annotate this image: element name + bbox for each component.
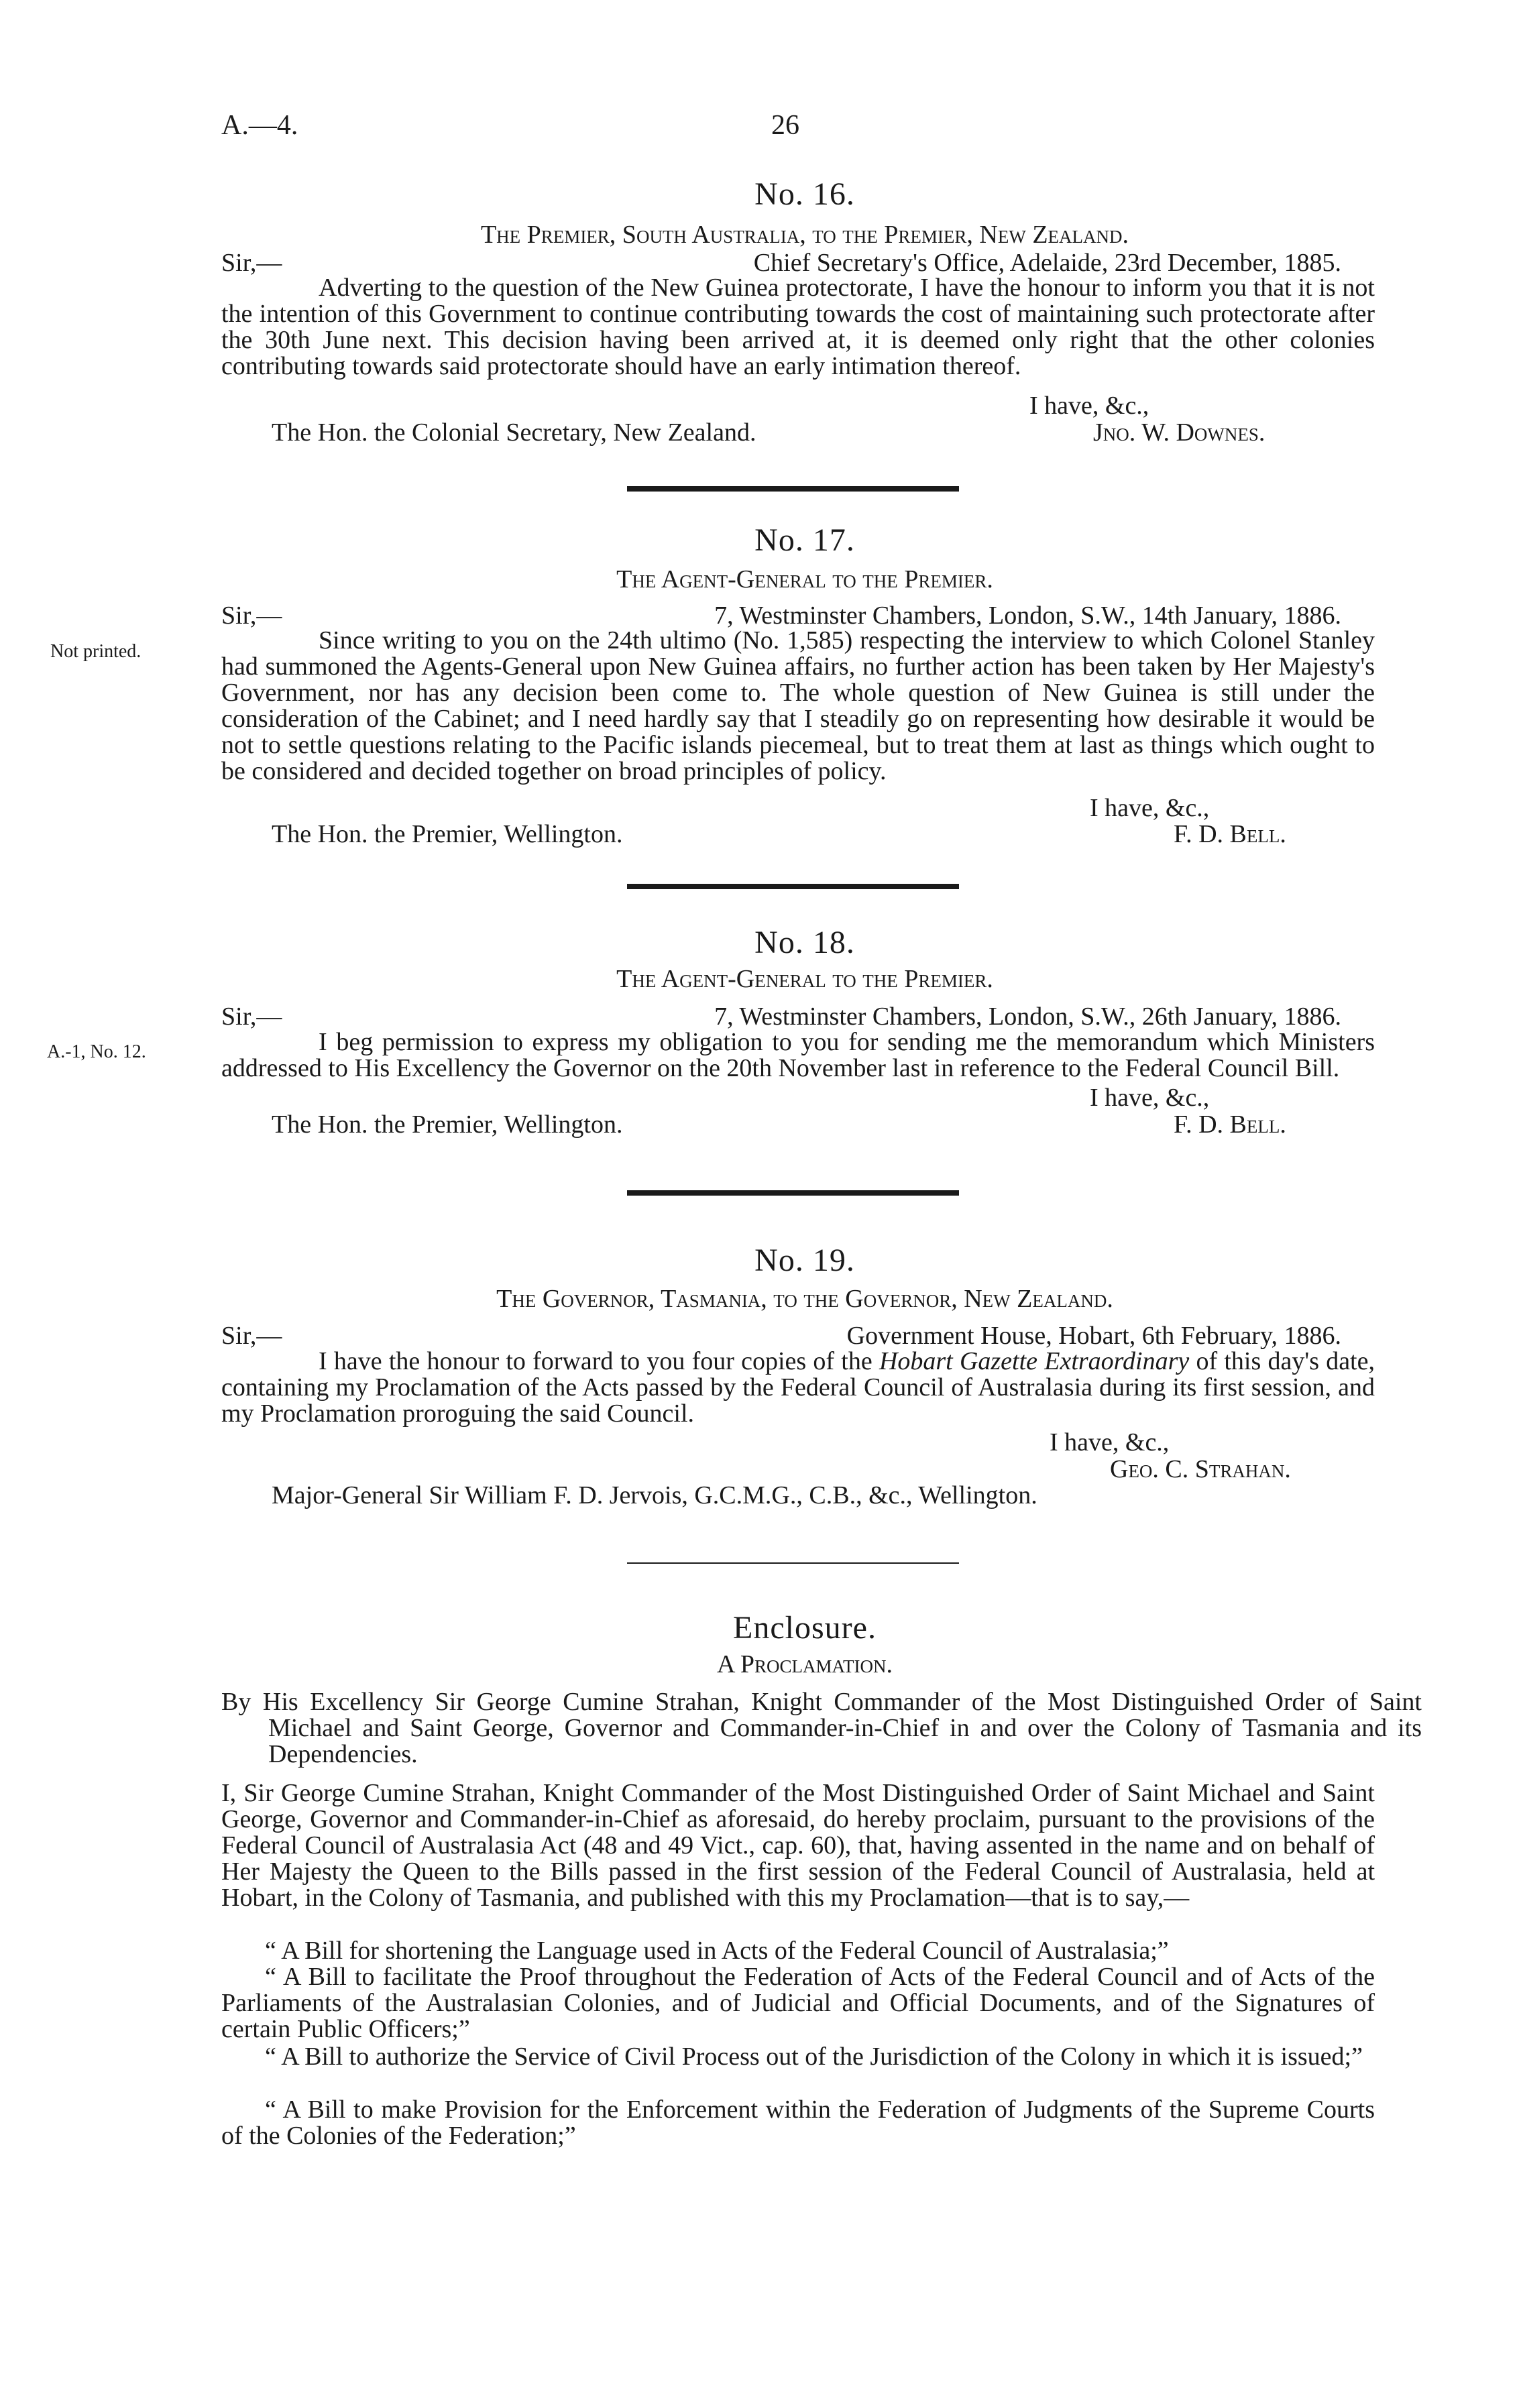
letter-18-body: I beg permission to express my obligation to you for sending me the memorandum which Ministers addressed to His Excellency the Governor on the 20th November last in reference to the Federal Council Bill. — [221, 1028, 1375, 1082]
letter-17-title: No. 17. — [754, 522, 855, 558]
letter-19-title: No. 19. — [754, 1243, 855, 1278]
letter-16-from-to: The Premier, South Australia, to the Premier, New Zealand. — [480, 221, 1129, 249]
letter-16-body: Adverting to the question of the New Guinea protectorate, I have the honour to inform you that it is not the intention of this Government to continue contributing towards the cost of maintaining such protectorate after the 30th June next. This decision having been arrived at, it is deemed only right that the other colonies contributing towards said protectorate should have an early intimation thereof. — [221, 274, 1375, 380]
bill-item: “ A Bill to facilitate the Proof throughout the Federation of Acts of the Federal Council and of Acts of the Parliaments of the Australasian Colonies, and of Judicial and Official Documents, and of the Signatures of certain Public Officers;” — [221, 1963, 1375, 2043]
letter-18-signature: F. D. Bell. — [1174, 1110, 1286, 1139]
letter-16-signature: Jno. W. Downes. — [1093, 418, 1265, 447]
bill-item: “ A Bill to authorize the Service of Civil Process out of the Jurisdiction of the Colony in which it is issued;” — [265, 2043, 1363, 2071]
letter-19-body-post: of this day's date, containing my Proclamation of the Acts passed by the Federal Council of Australasia during its first session, and my Proclamation proroguing the said Council. — [221, 1347, 1375, 1428]
letter-19-body-pre: I have the honour to forward to you four copies of the — [319, 1347, 879, 1375]
letter-18-title: No. 18. — [754, 925, 855, 960]
letter-18-recipient: The Hon. the Premier, Wellington. — [272, 1110, 623, 1139]
letter-16-title: No. 16. — [754, 176, 855, 212]
section-divider — [627, 486, 959, 492]
letter-17-from-to: The Agent-General to the Premier. — [616, 565, 993, 593]
enclosure-title: Enclosure. — [733, 1610, 877, 1646]
enclosure-proclamation: I, Sir George Cumine Strahan, Knight Commander of the Most Distinguished Order of Saint Michael and Saint George, Governor and Commander-in-Chief as aforesaid, do hereby proclaim, pursuant to the provisions of the Federal Council of Australasia Act (48 and 49 Vict., cap. 60), that, having assented in the name and on behalf of Her Majesty the Queen to the Bills passed in the first session of the Federal Council of Australasia, held at Hobart, in the Colony of Tasmania, and published with this my Proclamation—that is to say,— — [221, 1779, 1375, 1912]
letter-16-closing: I have, &c., — [1029, 392, 1149, 420]
letter-17-margin-note: Not printed. — [50, 641, 142, 662]
letter-17-body: Since writing to you on the 24th ultimo (No. 1,585) respecting the interview to which Colonel Stanley had summoned the Agents-General upon New Guinea affairs, no further action has been taken by Her Majesty's Government, nor has any decision been come to. The whole question of New Guinea is still under the consideration of the Cabinet; and I need hardly say that I steadily go on representing how desirable it would be not to settle questions relating to the Pacific islands piecemeal, but to treat them at last as things which ought to be considered and decided together on broad principles of policy. — [221, 626, 1375, 785]
letter-17-salutation: Sir,— — [221, 601, 282, 630]
document-code: A.—4. — [221, 110, 298, 141]
letter-18-margin-note: A.-1, No. 12. — [47, 1041, 146, 1062]
letter-19-from-to: The Governor, Tasmania, to the Governor, New Zealand. — [496, 1285, 1113, 1313]
letter-18-closing: I have, &c., — [1090, 1084, 1210, 1112]
letter-19-gazette-title: Hobart Gazette Extraordinary — [879, 1347, 1190, 1375]
section-divider — [627, 884, 959, 889]
enclosure-subtitle: A Proclamation. — [717, 1650, 893, 1678]
letter-17-recipient: The Hon. the Premier, Wellington. — [272, 820, 623, 848]
letter-17-closing: I have, &c., — [1090, 794, 1210, 822]
letter-19-recipient: Major-General Sir William F. D. Jervois, G.C.M.G., C.B., &c., Wellington. — [272, 1481, 1037, 1509]
letter-19-signature: Geo. C. Strahan. — [1110, 1455, 1291, 1483]
section-divider — [627, 1190, 959, 1196]
letter-16-address: Chief Secretary's Office, Adelaide, 23rd December, 1885. — [753, 249, 1341, 277]
letter-17-address: 7, Westminster Chambers, London, S.W., 14th January, 1886. — [714, 601, 1341, 630]
bill-item: “ A Bill to make Provision for the Enforcement within the Federation of Judgments of the Supreme Courts of the Colonies of the Federation;” — [221, 2096, 1375, 2150]
letter-18-from-to: The Agent-General to the Premier. — [616, 965, 993, 993]
bill-item: “ A Bill for shortening the Language used in Acts of the Federal Council of Australasia;” — [265, 1937, 1169, 1965]
letter-16-recipient: The Hon. the Colonial Secretary, New Zealand. — [272, 418, 756, 447]
letter-17-signature: F. D. Bell. — [1174, 820, 1286, 848]
letter-16-salutation: Sir,— — [221, 249, 282, 277]
letter-19-salutation: Sir,— — [221, 1322, 282, 1350]
letter-18-salutation: Sir,— — [221, 1002, 282, 1031]
letter-19-closing: I have, &c., — [1050, 1428, 1170, 1456]
section-divider-thin — [627, 1562, 959, 1564]
page-number: 26 — [771, 110, 799, 141]
letter-19-body — [221, 1349, 1375, 1427]
letter-19-address: Government House, Hobart, 6th February, 1886. — [846, 1322, 1341, 1350]
enclosure-by-line: By His Excellency Sir George Cumine Strahan, Knight Commander of the Most Distinguished Order of Saint Michael and Saint George, Governor and Commander-in-Chief in and over the Colony of Tasmania and its Dependencies. — [221, 1688, 1422, 1768]
letter-18-address: 7, Westminster Chambers, London, S.W., 26th January, 1886. — [714, 1002, 1341, 1031]
